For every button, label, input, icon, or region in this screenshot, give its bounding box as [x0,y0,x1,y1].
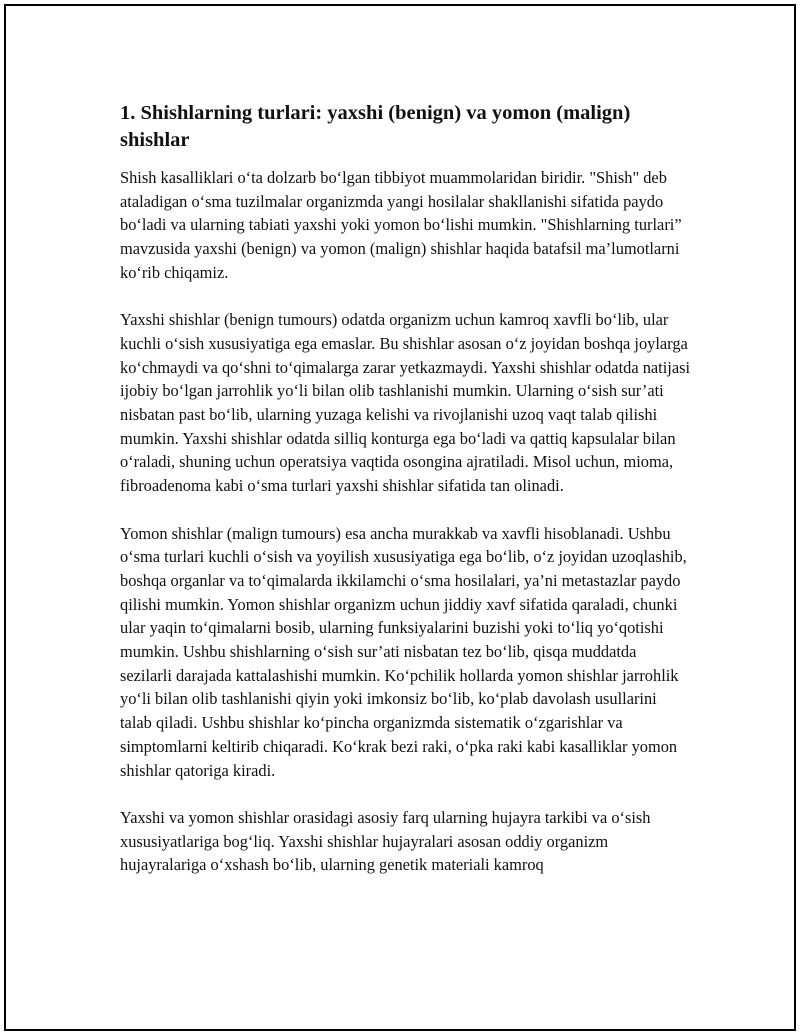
paragraph-benign: Yaxshi shishlar (benign tumours) odatda organizm uchun kamroq xavfli bo‘lib, ular kuchli o‘sish xususiyatiga ega emaslar. Bu shishlar asosan o‘z joyidan boshqa joylarga ko‘chmaydi va qo‘shni to‘qimalarga zarar yetkazmaydi. Yaxshi shishlar odatda natijasi ijobiy bo‘lgan jarrohlik yo‘li bilan olib tashlanishi mumkin. Ularning o‘sish sur’ati nisbatan past bo‘lib, ularning yuzaga kelishi va rivojlanishi uzoq vaqt talab qilishi mumkin. Yaxshi shishlar odatda silliq konturga ega bo‘ladi va qattiq kapsulalar bilan o‘raladi, shuning uchun operatsiya vaqtida osongina ajratiladi. Misol uchun, mioma, fibroadenoma kabi o‘sma turlari yaxshi shishlar sifatida tan olinadi. [120,310,691,496]
page-frame [4,4,796,1031]
paragraph-intro: Shish kasalliklari o‘ta dolzarb bo‘lgan tibbiyot muammolaridan biridir. "Shish" deb ataladigan o‘sma tuzilmalar organizmda yangi hosilalar shakllanishi sifatida paydo bo‘ladi va ularning tabiati yaxshi yoki yomon bo‘lishi mumkin. "Shishlarning turlari” mavzusida yaxshi (benign) va yomon (malign) shishlar haqida batafsil ma’lumotlarni ko‘rib chiqamiz. [120,168,682,282]
section-heading: 1. Shishlarning turlari: yaxshi (benign) va yomon (malign) shishlar [120,102,631,151]
document-body [120,96,692,901]
paragraph-difference: Yaxshi va yomon shishlar orasidagi asosiy farq ularning hujayra tarkibi va o‘sish xususiyatlariga bog‘liq. Yaxshi shishlar hujayralari asosan oddiy organizm hujayralariga o‘xshash bo‘lib, ularning genetik materiali kamroq [120,807,651,875]
paragraph-malignant: Yomon shishlar (malign tumours) esa ancha murakkab va xavfli hisoblanadi. Ushbu o‘sma turlari kuchli o‘sish va yoyilish xususiyatiga ega bo‘lib, o‘z joyidan uzoqlashib, boshqa organlar va to‘qimalarda ikkilamchi o‘sma hosilalari, ya’ni metastazlar paydo qilishi mumkin. Yomon shishlar organizm uchun jiddiy xavf sifatida qaraladi, chunki ular yaqin to‘qimalarni bosib, ularning funksiyalarini buzishi yoki to‘liq yo‘qotishi mumkin. Ushbu shishlarning o‘sish sur’ati nisbatan tez bo‘lib, qisqa muddatda sezilarli darajada kattalashishi mumkin. Ko‘pchilik hollarda yomon shishlar jarrohlik yo‘li bilan olib tashlanishi qiyin yoki imkonsiz bo‘lib, ko‘plab davolash usullarini talab qiladi. Ushbu shishlar ko‘pincha organizmda sistematik o‘zgarishlar va simptomlarni keltirib chiqaradi. Ko‘krak bezi raki, o‘pka raki kabi kasalliklar yomon shishlar qatoriga kiradi. [120,523,687,780]
